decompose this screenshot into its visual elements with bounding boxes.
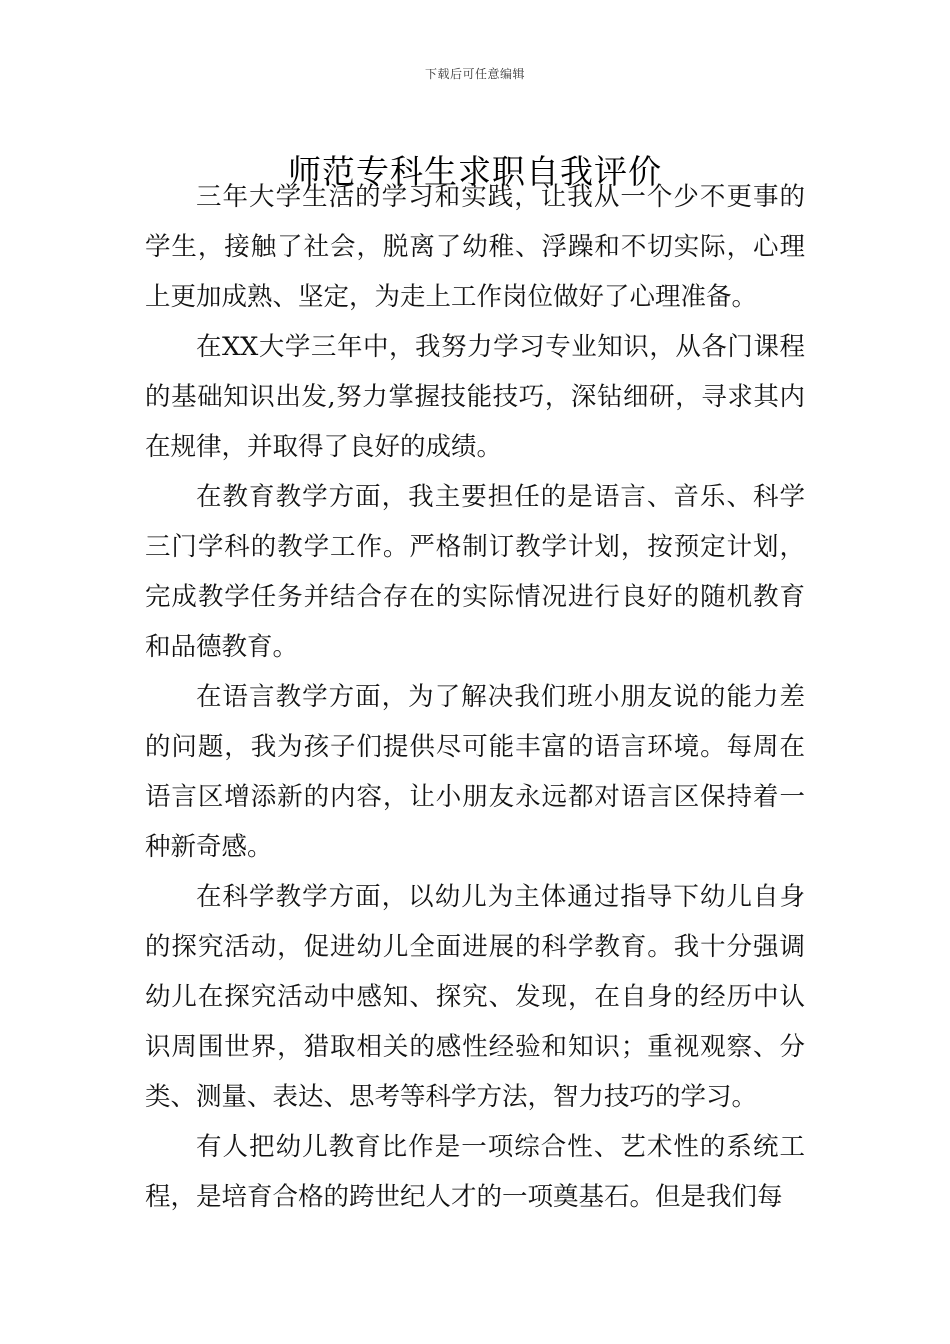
paragraph-language: 在语言教学方面，为了解决我们班小朋友说的能力差的问题，我为孩子们提供尽可能丰富的语言环境。每周在语言区增添新的内容，让小朋友永远都对语言区保持着一种新奇感。 — [145, 682, 805, 862]
document-body — [145, 172, 805, 1222]
paragraph-education: 有人把幼儿教育比作是一项综合性、艺术性的系统工程，是培育合格的跨世纪人才的一项奠基石。但是我们每 — [145, 1132, 805, 1212]
paragraph-teaching: 在教育教学方面，我主要担任的是语言、音乐、科学三门学科的教学工作。严格制订教学计划，按预定计划，完成教学任务并结合存在的实际情况进行良好的随机教育和品德教育。 — [145, 482, 805, 662]
paragraph-intro: 三年大学生活的学习和实践，让我从一个少不更事的学生，接触了社会，脱离了幼稚、浮躁和不切实际，心理上更加成熟、坚定，为走上工作岗位做好了心理准备。 — [145, 182, 805, 312]
document-title: 师范专科生求职自我评价 — [288, 152, 662, 192]
paragraph-science: 在科学教学方面，以幼儿为主体通过指导下幼儿自身的探究活动，促进幼儿全面进展的科学教育。我十分强调幼儿在探究活动中感知、探究、发现，在自身的经历中认识周围世界，猎取相关的感性经验和知识；重视观察、分类、测量、表达、思考等科学方法，智力技巧的学习。 — [145, 882, 805, 1112]
page-header-note: 下载后可任意编辑 — [424, 67, 525, 81]
paragraph-study: 在XX大学三年中，我努力学习专业知识，从各门课程的基础知识出发,努力掌握技能技巧，深钻细研，寻求其内在规律，并取得了良好的成绩。 — [145, 332, 805, 462]
